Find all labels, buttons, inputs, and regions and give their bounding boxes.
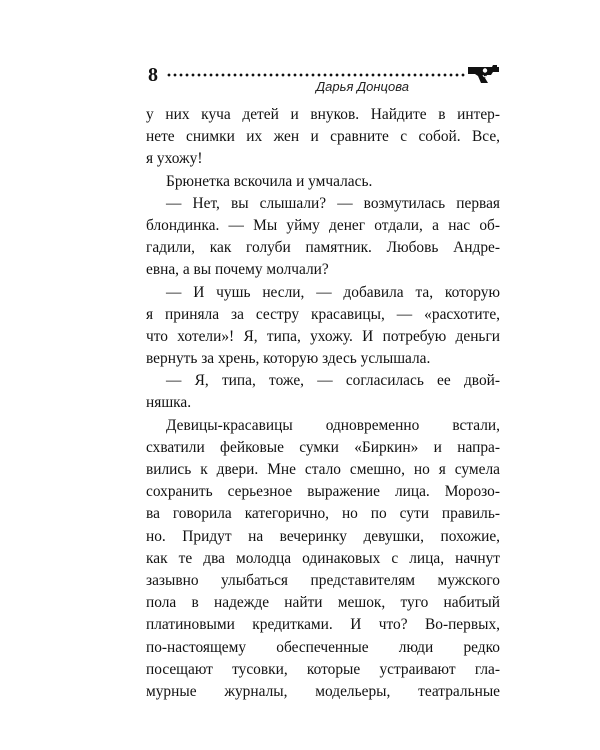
text-line: схватили фейковые сумки «Биркин» и напра- [146, 438, 500, 456]
text-line: платиновыми кредитками. И что? Во-первых, [146, 616, 500, 634]
text-line: вернуть за хрень, которую здесь услышала. [146, 350, 431, 368]
text-line: посещают тусовки, которые устраивают гла- [146, 660, 500, 678]
text-line: пола в надежде найти мешок, туго набитый [146, 594, 500, 612]
text-line: — Я, типа, тоже, — согласилась ее двой- [166, 372, 500, 390]
running-header [148, 64, 498, 94]
text-line: нете снимки их жен и сравните с собой. Все, [146, 128, 500, 146]
text-line: вились к двери. Мне стало смешно, но я сумела [146, 461, 500, 478]
dotted-leader [166, 73, 466, 77]
text-line: Девицы-красавицы одновременно встали, [166, 416, 500, 434]
text-line: ва говорила категорично, но по сути правиль- [146, 505, 500, 523]
text-line: няшка. [146, 394, 192, 412]
text-line: — Нет, вы слышали? — возмутилась первая [166, 194, 500, 212]
text-line: гадили, как голуби памятник. Любовь Андре- [146, 239, 500, 257]
text-line: как те два молодца одинаковых с лица, начнут [146, 549, 500, 567]
text-line: мурные журналы, модельеры, театральные [146, 682, 500, 700]
author-name: Дарья Донцова [316, 79, 409, 94]
text-line: что хотели»! Я, типа, ухожу. И потребую деньги [146, 327, 500, 345]
page-number: 8 [148, 64, 158, 86]
text-line: у них куча детей и внуков. Найдите в интер- [146, 106, 500, 123]
text-line: я приняла за сестру красавицы, — «расхотите, [146, 305, 500, 323]
text-line: зазывно улыбаться представителям мужского [146, 571, 500, 589]
text-line: я ухожу! [146, 150, 203, 168]
revolver-icon [466, 64, 500, 84]
text-line: — И чушь несли, — добавила та, которую [166, 283, 500, 301]
text-line: Брюнетка вскочила и умчалась. [166, 172, 373, 190]
text-line: сохранить серьезное выражение лица. Морозо- [146, 483, 500, 501]
body-text [146, 104, 500, 703]
text-line: блондинка. — Мы уйму денег отдали, а нас об- [146, 216, 500, 234]
text-line: евна, а вы почему молчали? [146, 261, 329, 279]
text-line: по-настоящему обеспеченные люди редко [146, 638, 500, 656]
text-line: но. Придут на вечеринку девушки, похожие, [146, 527, 500, 545]
